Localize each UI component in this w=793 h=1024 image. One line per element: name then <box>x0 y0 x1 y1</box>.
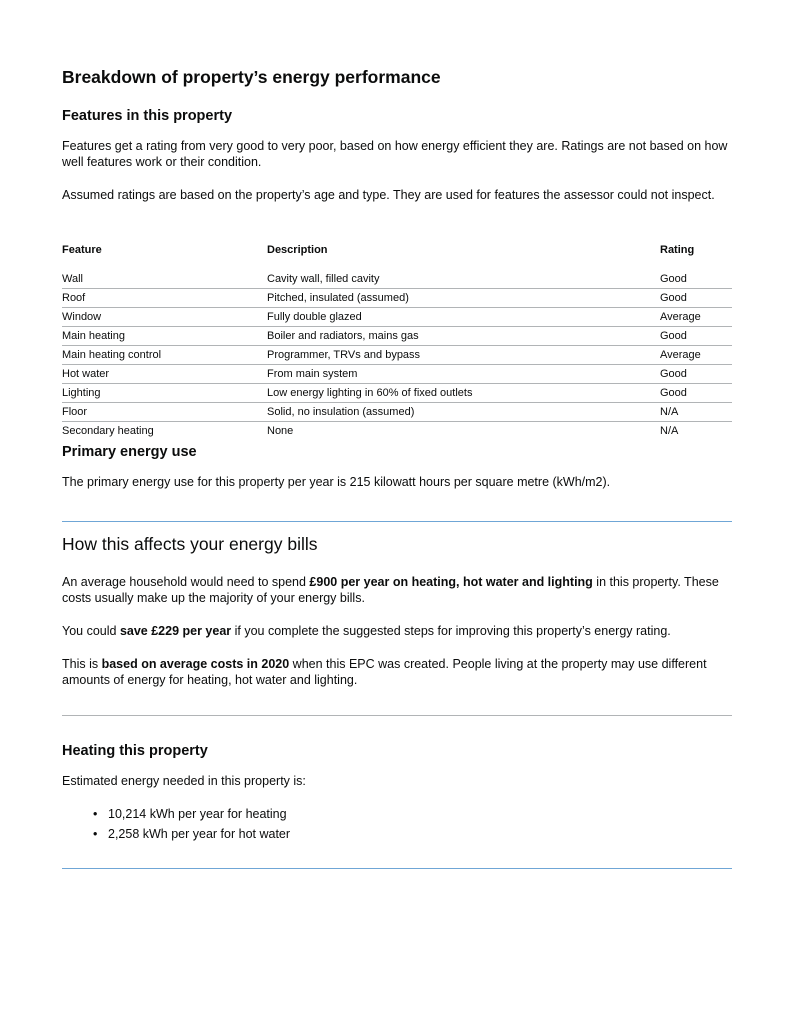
table-row <box>62 403 732 422</box>
description-cell: From main system <box>267 365 660 384</box>
rating-cell: N/A <box>660 403 732 422</box>
bullet-icon: • <box>93 807 98 821</box>
table-row <box>62 384 732 403</box>
bills-paragraph-average-spend <box>62 574 732 606</box>
table-row <box>62 289 732 308</box>
table-row <box>62 422 732 441</box>
bills-p1-text-end: in this property. These costs usually make up the majority of your energy bills. <box>62 575 719 605</box>
table-header-row <box>62 241 732 270</box>
assumed-ratings-note: Assumed ratings are based on the property’s age and type. They are used for features the assessor could not inspect. <box>62 188 715 202</box>
rating-cell: Good <box>660 289 732 308</box>
bills-p3-text-end: when this EPC was created. People living at the property may use different amounts of energy for heating, hot water and lighting. <box>62 657 707 687</box>
rating-cell: Average <box>660 346 732 365</box>
feature-cell: Roof <box>62 289 267 308</box>
feature-cell: Window <box>62 308 267 327</box>
description-cell: Cavity wall, filled cavity <box>267 270 660 289</box>
feature-cell: Main heating <box>62 327 267 346</box>
heating-heading: Heating this property <box>62 743 208 759</box>
bills-paragraph-savings <box>62 623 732 639</box>
table-row <box>62 270 732 289</box>
bills-paragraph-costs-basis <box>62 656 732 688</box>
bills-p1-text: An average household would need to spend <box>62 575 310 589</box>
primary-energy-text: The primary energy use for this property per year is 215 kilowatt hours per square metre (kWh/m2). <box>62 475 611 489</box>
list-item <box>93 804 290 824</box>
description-cell: Boiler and radiators, mains gas <box>267 327 660 346</box>
energy-needs-list <box>62 804 290 844</box>
header-description: Description <box>267 244 328 256</box>
rating-cell: Average <box>660 308 732 327</box>
breakdown-title: Breakdown of property’s energy performance <box>62 67 441 87</box>
list-item <box>93 824 291 844</box>
table-row <box>62 327 732 346</box>
table-row <box>62 365 732 384</box>
description-cell: Low energy lighting in 60% of fixed outlets <box>267 384 660 403</box>
section-divider <box>62 868 732 869</box>
bills-p2-text: You could <box>62 624 120 638</box>
rating-cell: Good <box>660 270 732 289</box>
description-cell: Programmer, TRVs and bypass <box>267 346 660 365</box>
list-item-text: 2,258 kWh per year for hot water <box>108 827 291 841</box>
features-intro: Features get a rating from very good to very poor, based on how energy efficient they are. Ratings are not based on how well features work or their condition. <box>62 139 728 169</box>
bills-p2-emphasis: save £229 per year <box>119 624 232 638</box>
bills-title: How this affects your energy bills <box>62 534 318 554</box>
header-rating: Rating <box>660 244 695 256</box>
heating-intro: Estimated energy needed in this property is: <box>62 774 306 788</box>
bills-p3-emphasis: based on average costs in 2020 <box>101 657 290 671</box>
bills-p2-text-end: if you complete the suggested steps for improving this property’s energy rating. <box>231 624 671 638</box>
section-divider <box>62 715 732 716</box>
rating-cell: Good <box>660 365 732 384</box>
feature-cell: Secondary heating <box>62 425 154 437</box>
table-row <box>62 308 732 327</box>
section-divider <box>62 521 732 522</box>
table-row <box>62 346 732 365</box>
primary-energy-heading: Primary energy use <box>62 444 197 460</box>
bills-p3-text: This is <box>62 657 102 671</box>
description-cell: Solid, no insulation (assumed) <box>267 403 660 422</box>
rating-cell: Good <box>660 384 732 403</box>
feature-cell: Hot water <box>62 365 267 384</box>
description-cell: Fully double glazed <box>267 308 660 327</box>
feature-cell: Wall <box>62 270 267 289</box>
feature-cell: Main heating control <box>62 346 267 365</box>
rating-cell: Good <box>660 327 732 346</box>
features-heading: Features in this property <box>62 108 233 124</box>
bills-p1-emphasis: £900 per year on heating, hot water and lighting <box>309 575 593 589</box>
features-table <box>62 241 732 440</box>
list-item-text: 10,214 kWh per year for heating <box>108 807 287 821</box>
description-cell: None <box>267 425 294 437</box>
bullet-icon: • <box>93 827 98 841</box>
header-feature: Feature <box>62 244 102 256</box>
feature-cell: Floor <box>62 403 267 422</box>
rating-cell: N/A <box>660 425 679 437</box>
description-cell: Pitched, insulated (assumed) <box>267 289 660 308</box>
feature-cell: Lighting <box>62 384 267 403</box>
